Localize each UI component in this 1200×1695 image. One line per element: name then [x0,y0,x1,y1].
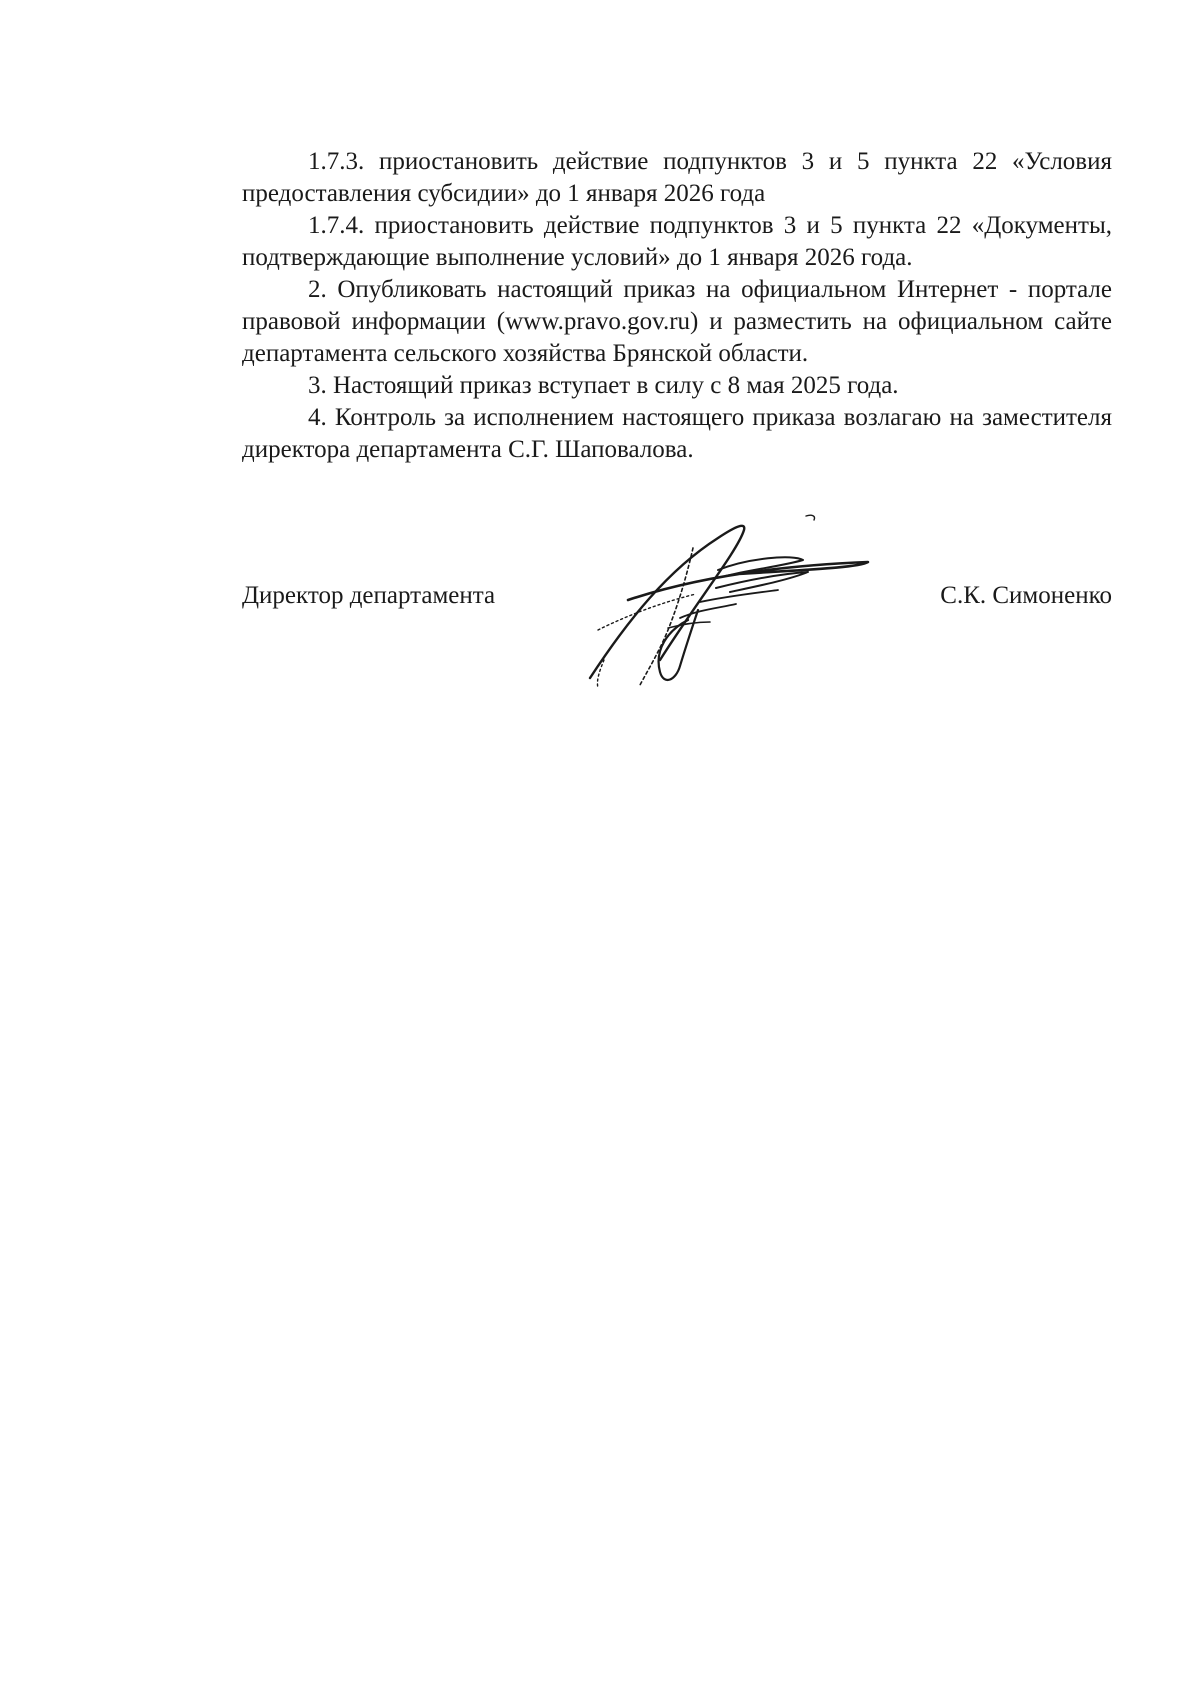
paragraph-1-7-3: 1.7.3. приостановить действие подпунктов 3 и 5 пункта 22 «Условия предоставления субсидии» до 1 января 2026 года [242,148,1112,207]
signatory-name: С.К. Симоненко [940,582,1112,609]
paragraph-publish: 2. Опубликовать настоящий приказ на официальном Интернет - портале правовой информации (www.pravo.gov.ru) и разместить на официальном сайте департамента сельского хозяйства Брянской области. [242,276,1112,367]
handwritten-signature [568,510,888,700]
paragraph-1-7-4: 1.7.4. приостановить действие подпунктов 3 и 5 пункта 22 «Документы, подтверждающие выполнение условий» до 1 января 2026 года. [242,212,1112,271]
paragraph-effective-date: 3. Настоящий приказ вступает в силу с 8 мая 2025 года. [308,372,899,399]
signature-block [242,520,1112,700]
paragraph-control: 4. Контроль за исполнением настоящего приказа возлагаю на заместителя директора департамента С.Г. Шаповалова. [242,404,1112,463]
signatory-position: Директор департамента [242,582,496,609]
document-body [242,146,1112,466]
